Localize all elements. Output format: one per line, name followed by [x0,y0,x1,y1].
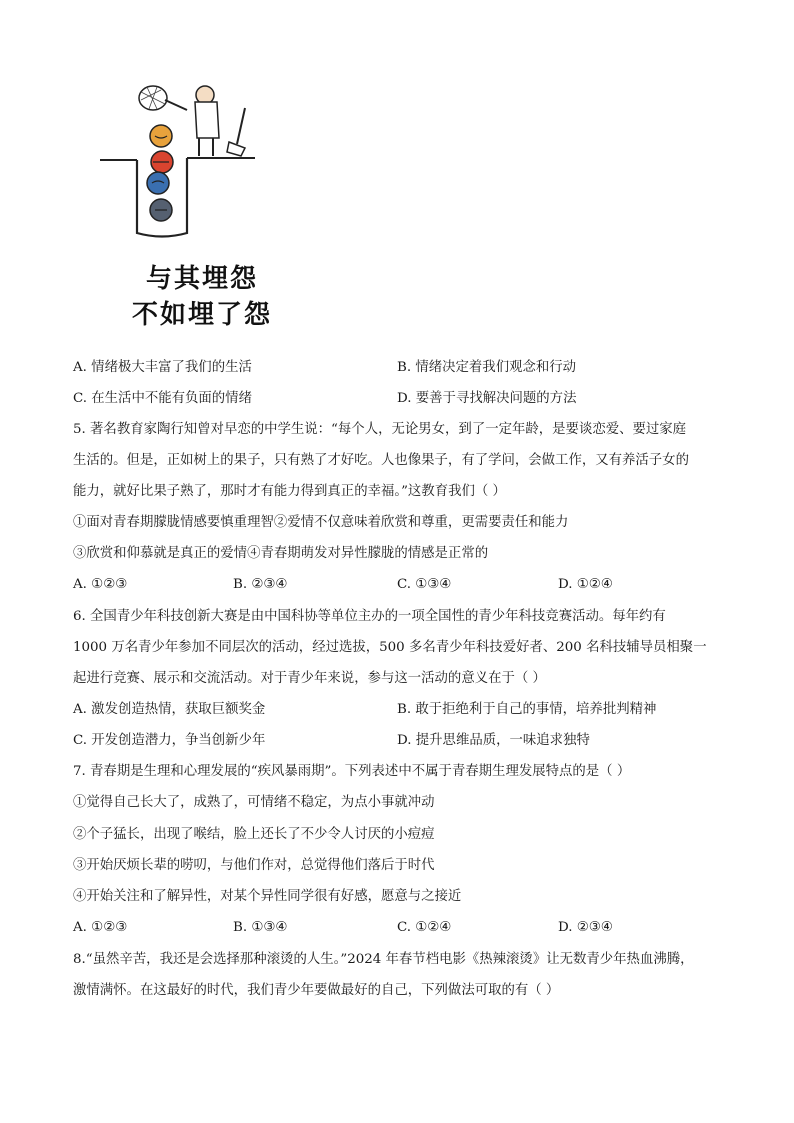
q6-stem-line1: 6. 全国青少年科技创新大赛是由中国科协等单位主办的一项全国性的青少年科技竞赛活动。每年约有 [73,609,666,624]
q6-option-b: B. 敢于拒绝利于自己的事情，培养批判精神 [397,702,657,717]
q5-option-a: A. ①②③ [73,577,128,592]
q5-option-d: D. ①②④ [558,577,613,592]
q5-stem-line2: 生活的。但是，正如树上的果子，只有熟了才好吃。人也像果子，有了学问，会做工作，又有养活子女的 [73,453,689,468]
q4-option-a: A. 情绪极大丰富了我们的生活 [73,360,252,375]
q5-option-c: C. ①③④ [397,577,452,592]
q8-stem-line2: 激情满怀。在这最好的时代，我们青少年要做最好的自己，下列做法可取的有（ ） [73,983,560,998]
q5-stem-line1: 5. 著名教育家陶行知曾对早恋的中学生说：“每个人，无论男女，到了一定年龄，是要谈恋爱、要过家庭 [73,422,687,437]
q4-option-b: B. 情绪决定着我们观念和行动 [397,360,577,375]
q6-option-c: C. 开发创造潜力，争当创新少年 [73,733,266,748]
q7-option-c: C. ①②④ [397,920,452,935]
q5-option-b: B. ②③④ [233,577,288,592]
q7-option-b: B. ①③④ [233,920,288,935]
cartoon-caption-line2: 不如埋了怨 [131,300,272,330]
q5-statement-1: ①面对青春期朦胧情感要慎重理智②爱情不仅意味着欣赏和尊重，更需要责任和能力 [73,515,569,530]
q6-option-d: D. 提升思维品质，一味追求独特 [397,733,590,748]
q8-stem-line1: 8.“虽然辛苦，我还是会选择那种滚烫的人生。”2024 年春节档电影《热辣滚烫》让无数青少年热血沸腾， [73,952,694,967]
q6-stem-line2: 1000 万名青少年参加不同层次的活动，经过选拔，500 多名青少年科技爱好者、200 名科技辅导员相聚一 [73,640,707,655]
q4-option-d: D. 要善于寻找解决问题的方法 [397,391,577,406]
q7-statement-2: ②个子猛长，出现了喉结，脸上还长了不少令人讨厌的小痘痘 [73,827,435,842]
q7-statement-4: ④开始关注和了解异性，对某个异性同学很有好感，愿意与之接近 [73,889,462,904]
q5-stem-line3: 能力，就好比果子熟了，那时才有能力得到真正的幸福。”这教育我们（ ） [73,484,506,499]
q6-stem-line3: 起进行竞赛、展示和交流活动。对于青少年来说，参与这一活动的意义在于（ ） [73,671,546,686]
cartoon-caption-line1: 与其埋怨 [145,264,258,294]
q4-option-c: C. 在生活中不能有负面的情绪 [73,391,252,406]
q6-option-a: A. 激发创造热情，获取巨额奖金 [73,702,266,717]
q7-option-d: D. ②③④ [558,920,613,935]
q7-statement-3: ③开始厌烦长辈的唠叨，与他们作对，总觉得他们落后于时代 [73,858,435,873]
q7-option-a: A. ①②③ [73,920,128,935]
q5-statement-2: ③欣赏和仰慕就是真正的爱情④青春期萌发对异性朦胧的情感是正常的 [73,546,489,561]
q7-statement-1: ①觉得自己长大了，成熟了，可情绪不稳定，为点小事就冲动 [73,795,435,810]
q7-stem: 7. 青春期是生理和心理发展的“疾风暴雨期”。下列表述中不属于青春期生理发展特点的是（ ） [73,764,631,779]
